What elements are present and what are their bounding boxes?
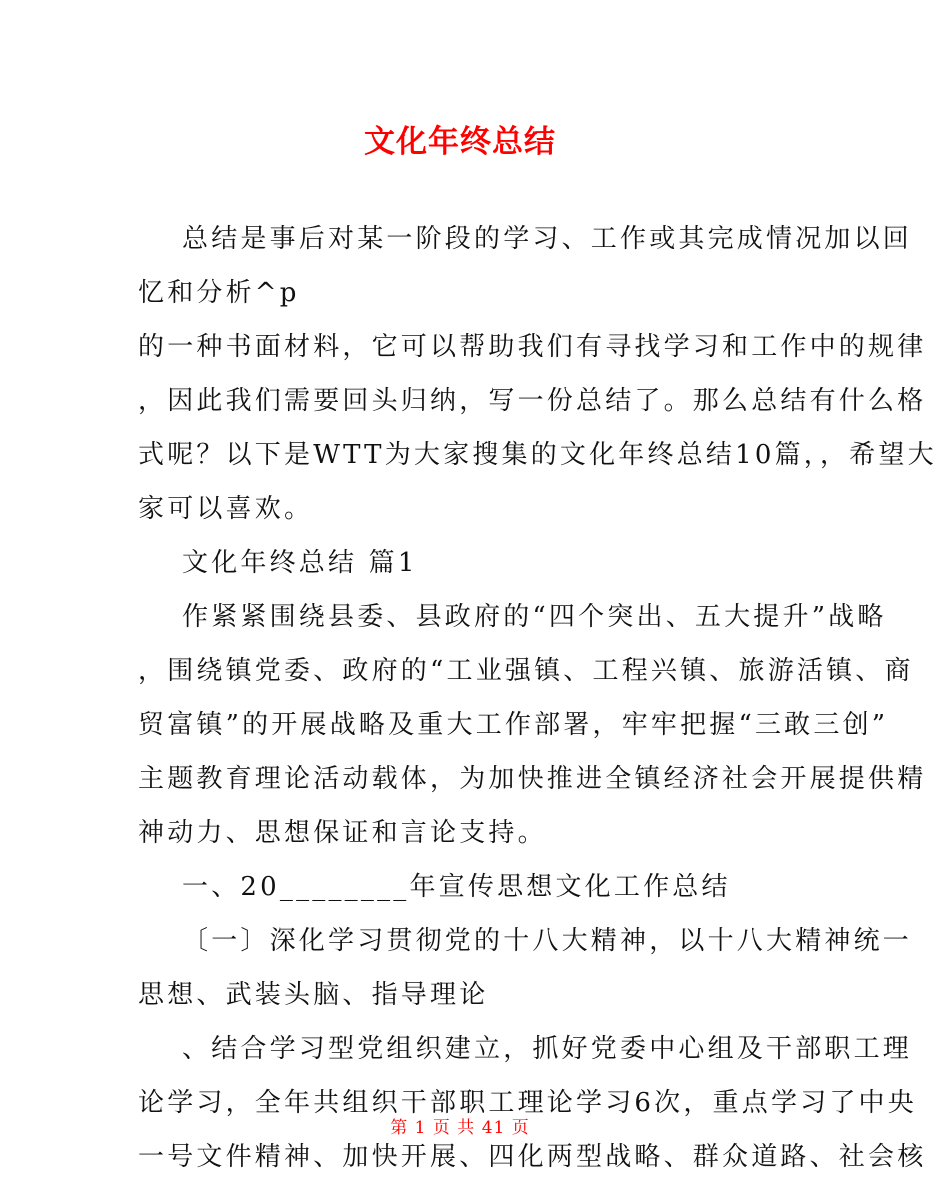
body-line: 一号文件精神、加快开展、四化两型战略、群众道路、社会核 bbox=[138, 1142, 927, 1172]
body-line: 主题教育理论活动载体，为加快推进全镇经济社会开展提供精 bbox=[138, 764, 927, 794]
body-line: 式呢？以下是WTT为大家搜集的文化年终总结10篇，，希望大 bbox=[138, 440, 937, 470]
page-number-footer: 第 1 页 共 41 页 bbox=[390, 1118, 530, 1138]
body-line: 作紧紧围绕县委、县政府的“四个突出、五大提升”战略 bbox=[182, 602, 887, 632]
subsection-heading: 〔一〕深化学习贯彻党的十八大精神，以十八大精神统一 bbox=[182, 926, 913, 956]
body-line: 思想、武装头脑、指导理论 bbox=[138, 980, 489, 1010]
body-line: 神动力、思想保证和言论支持。 bbox=[138, 818, 547, 848]
body-line: 贸富镇”的开展战略及重大工作部署，牢牢把握“三敢三创” bbox=[138, 710, 889, 740]
body-line: 忆和分析^p bbox=[138, 278, 300, 308]
section-heading: 一、20________年宣传思想文化工作总结 bbox=[182, 872, 731, 902]
body-line: 的一种书面材料，它可以帮助我们有寻找学习和工作中的规律 bbox=[138, 332, 927, 362]
body-line: 总结是事后对某一阶段的学习、工作或其完成情况加以回 bbox=[182, 224, 913, 254]
section-heading: 文化年终总结 篇1 bbox=[182, 548, 418, 578]
body-line: 、结合学习型党组织建立，抓好党委中心组及干部职工理 bbox=[182, 1034, 913, 1064]
body-line: ，因此我们需要回头归纳，写一份总结了。那么总结有什么格 bbox=[138, 386, 927, 416]
document-body bbox=[138, 212, 937, 1184]
body-line: 家可以喜欢。 bbox=[138, 494, 314, 524]
body-line: 论学习，全年共组织干部职工理论学习6次，重点学习了中央 bbox=[138, 1088, 917, 1118]
body-line: ，围绕镇党委、政府的“工业强镇、工程兴镇、旅游活镇、商 bbox=[138, 656, 914, 686]
document-title: 文化年终总结 bbox=[364, 124, 556, 160]
